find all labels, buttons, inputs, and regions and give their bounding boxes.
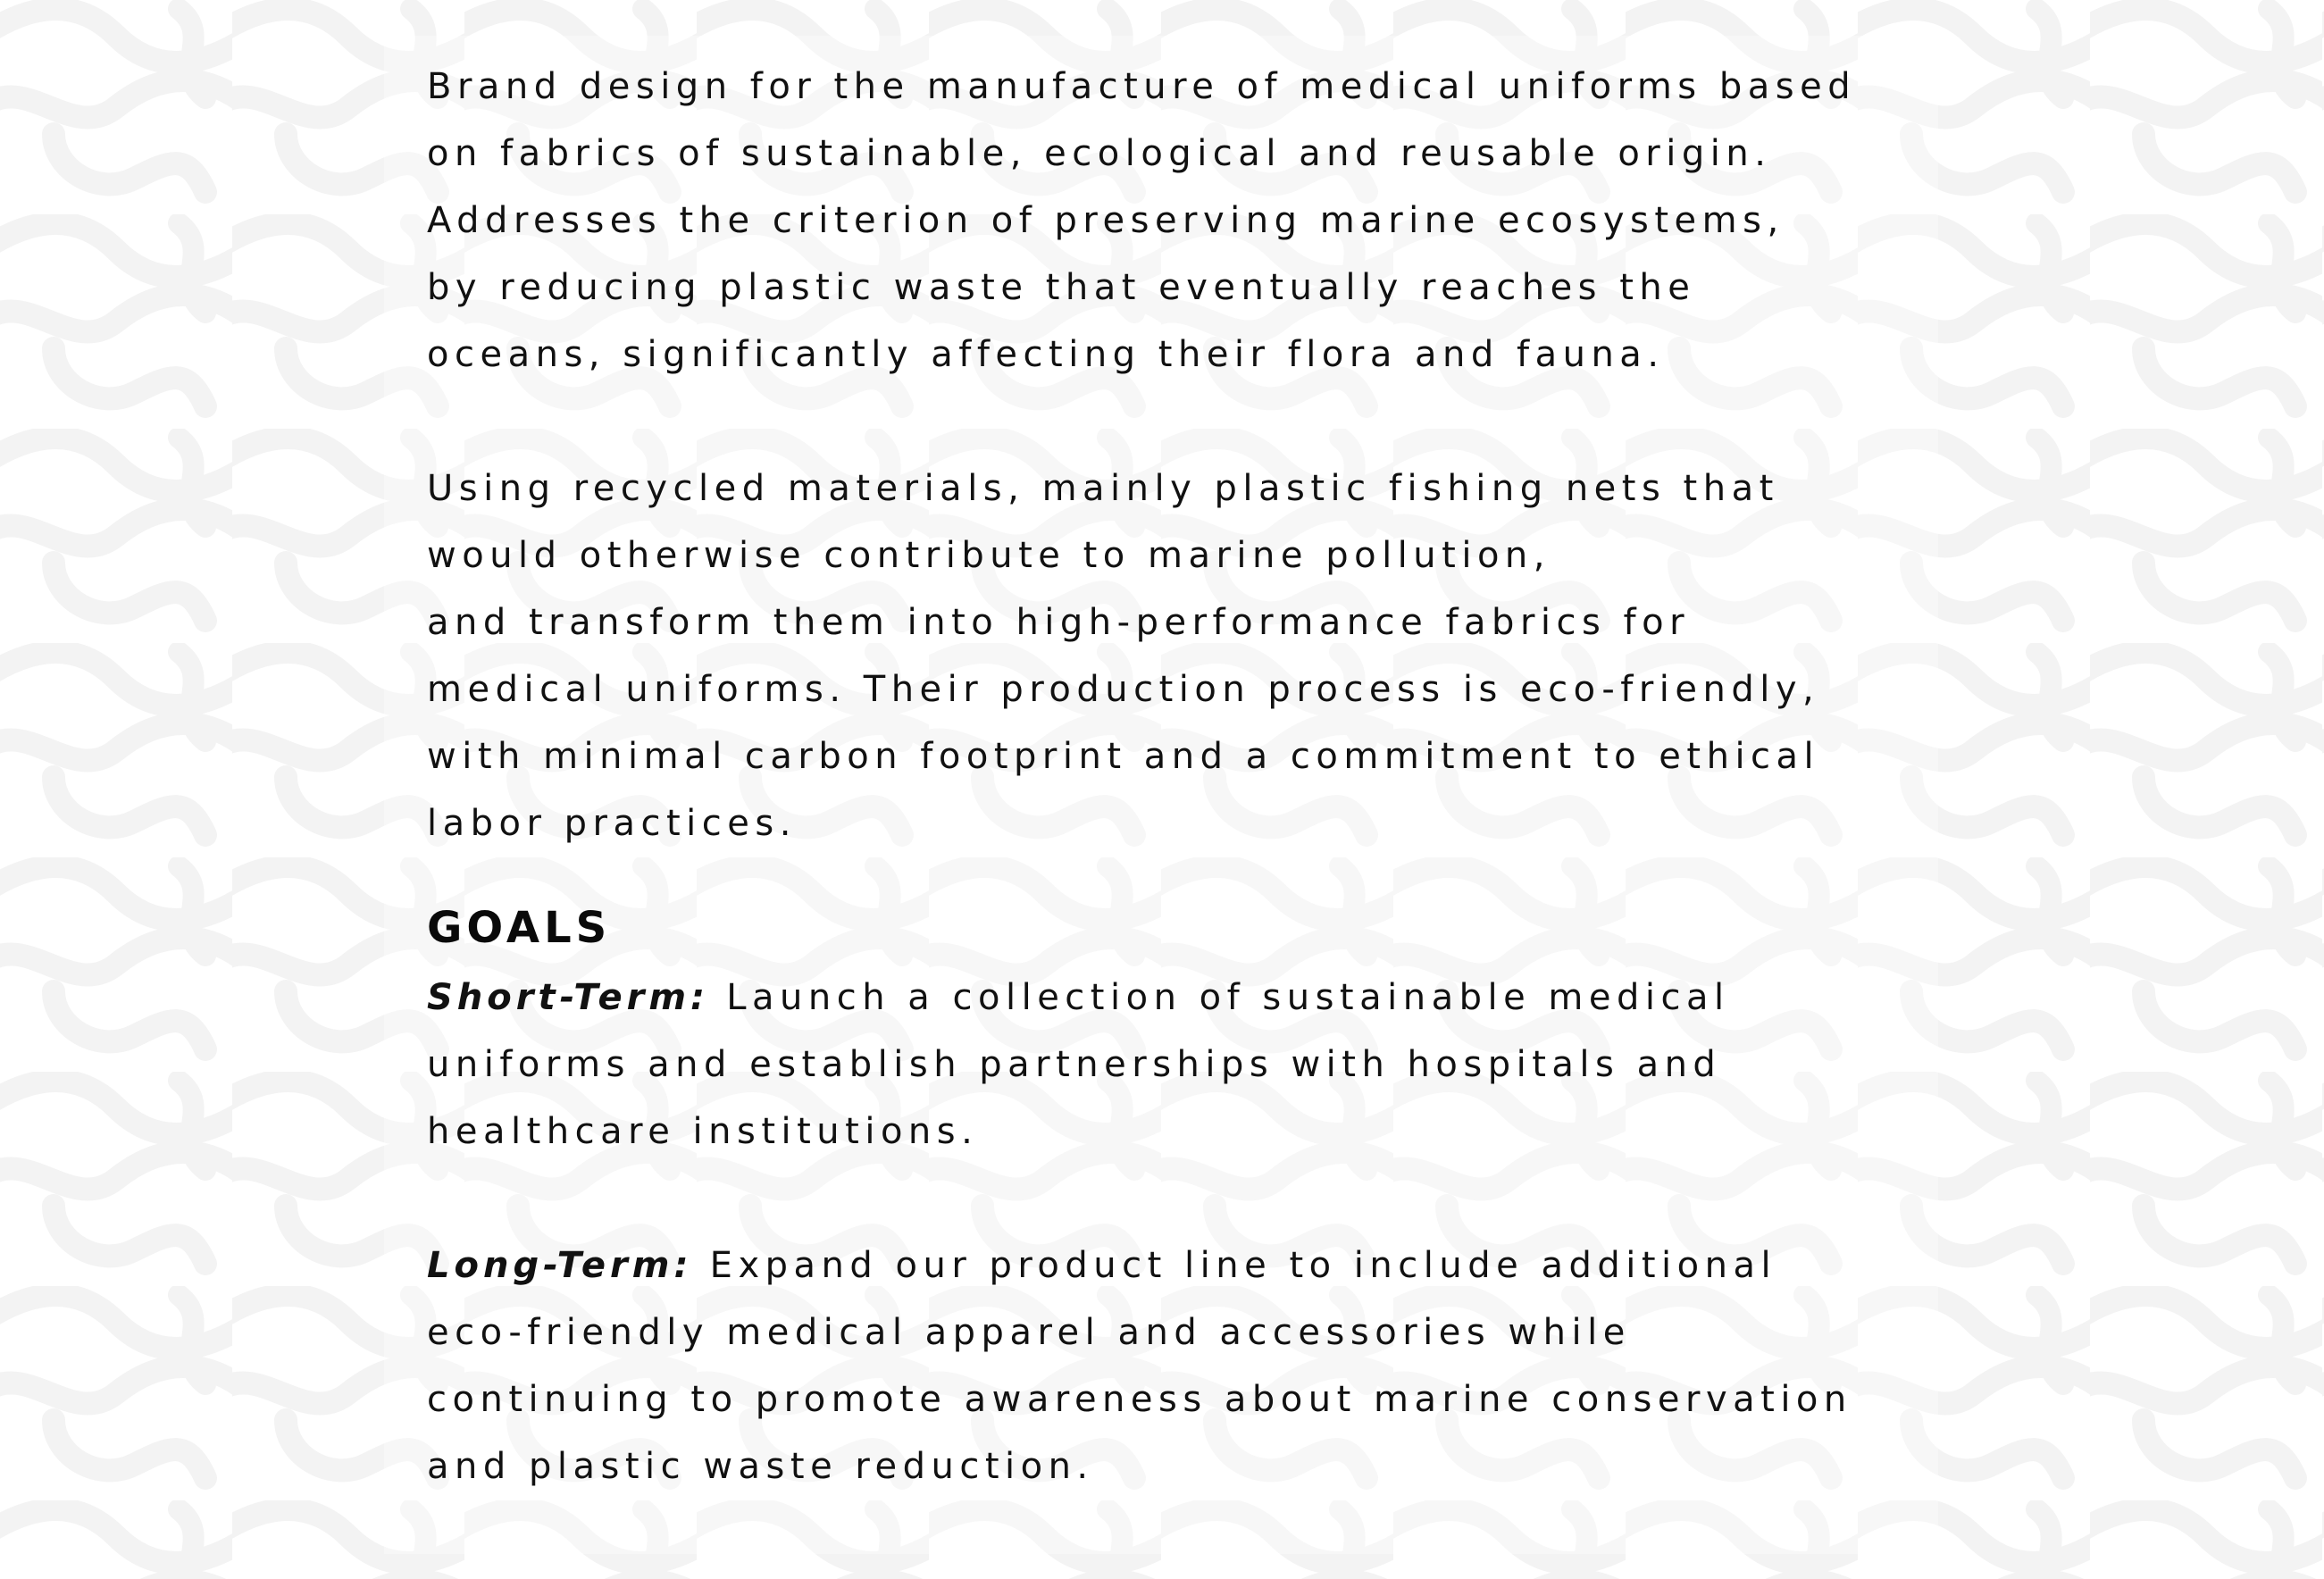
short-term-text: Launch a collection of sustainable medical: [709, 977, 1730, 1018]
short-term-goal: [427, 965, 1945, 1165]
text-line: healthcare institutions.: [427, 1111, 979, 1152]
short-term-label: Short-Term:: [427, 977, 709, 1018]
text-line: oceans, significantly affecting their flora and fauna.: [427, 334, 1665, 375]
text-line: on fabrics of sustainable, ecological and reusable origin.: [427, 133, 1772, 174]
intro-paragraph: [427, 54, 1945, 388]
text-line: Addresses the criterion of preserving marine ecosystems,: [427, 200, 1785, 241]
paragraph-gap: [427, 1165, 1945, 1232]
text-line: would otherwise contribute to marine pollution,: [427, 535, 1551, 576]
goals-heading: GOALS: [427, 903, 612, 953]
long-term-label: Long-Term:: [427, 1245, 693, 1286]
long-term-text: Expand our product line to include additional: [692, 1245, 1777, 1286]
text-line: [427, 965, 1945, 1032]
text-line: eco-friendly medical apparel and accessories while: [427, 1312, 1631, 1353]
text-line: labor practices.: [427, 803, 797, 844]
long-term-goal: [427, 1232, 1945, 1500]
paragraph-gap: [427, 388, 1945, 455]
text-line: continuing to promote awareness about marine conservation: [427, 1379, 1852, 1420]
text-line: [427, 1232, 1945, 1299]
text-line: and plastic waste reduction.: [427, 1446, 1094, 1487]
text-line: uniforms and establish partnerships with hospitals and: [427, 1044, 1722, 1085]
text-line: medical uniforms. Their production process is eco-friendly,: [427, 669, 1820, 710]
text-line: by reducing plastic waste that eventually reaches the: [427, 267, 1696, 308]
text-line: Brand design for the manufacture of medical uniforms based: [427, 66, 1857, 107]
text-line: Using recycled materials, mainly plastic fishing nets that: [427, 468, 1779, 509]
text-line: with minimal carbon footprint and a commitment to ethical: [427, 736, 1820, 777]
text-line: and transform them into high-performance fabrics for: [427, 602, 1691, 643]
materials-paragraph: [427, 455, 1945, 857]
section-gap: [427, 857, 1945, 893]
document-body: [427, 54, 1945, 1500]
